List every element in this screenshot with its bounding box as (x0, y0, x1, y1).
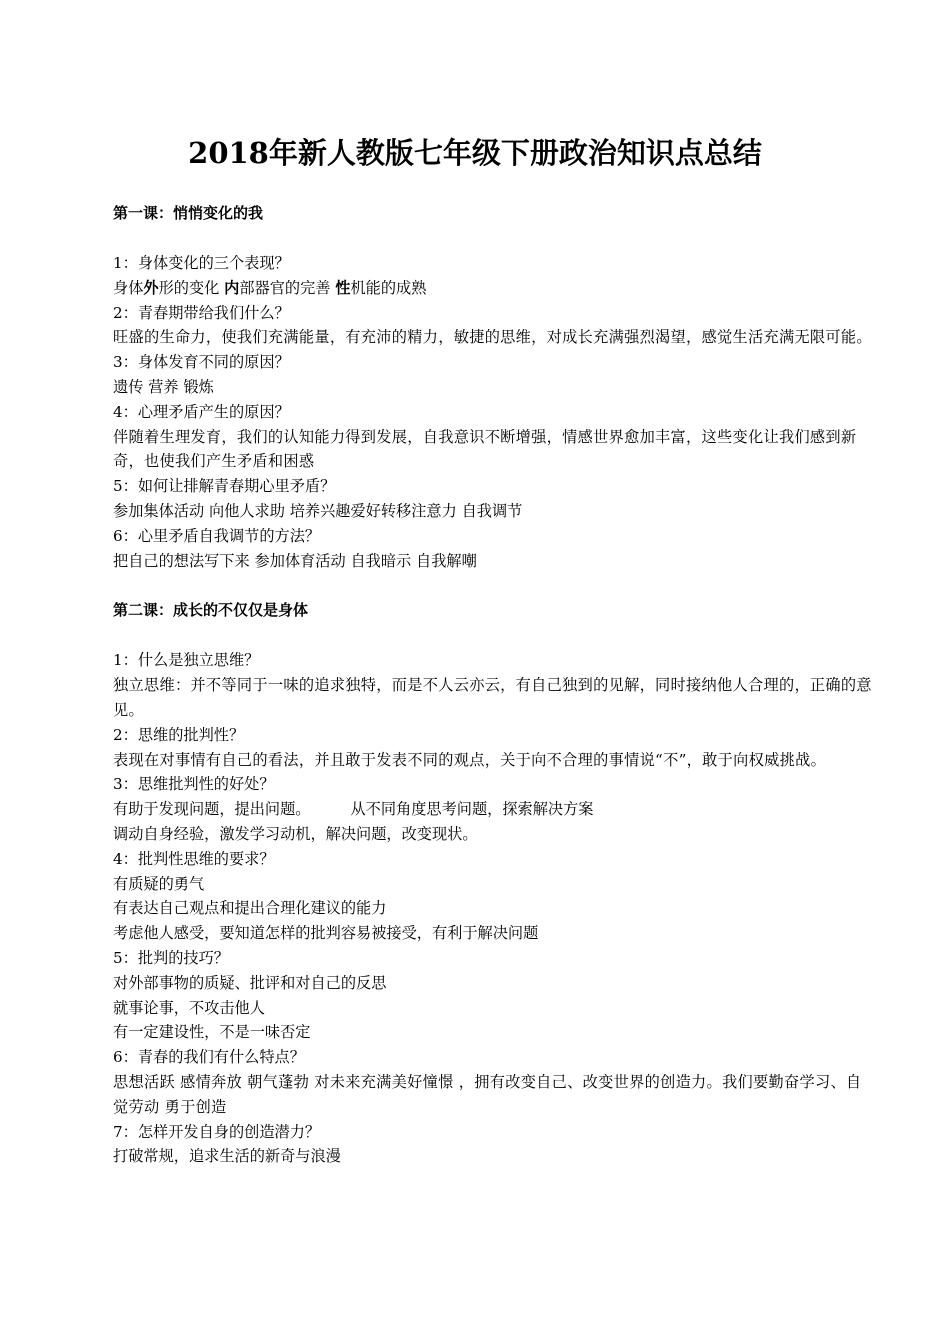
answer-4: 伴随着生理发育，我们的认知能力得到发展，自我意识不断增强，情感世界愈加丰富，这些变化让我们感到新奇，也使我们产生矛盾和困惑 (113, 427, 857, 471)
question-4: 4：批判性思维的要求？ (113, 849, 275, 868)
question-3: 3：身体发育不同的原因？ (113, 353, 290, 372)
question-4: 4：心理矛盾产生的原因？ (113, 402, 290, 421)
question-1: 1：身体变化的三个表现？ (113, 254, 290, 272)
lesson-2-items (113, 648, 873, 1169)
page-title: 2018年新人教版七年级下册政治知识点总结 (188, 136, 762, 170)
answer-4-line-1: 有质疑的勇气 (113, 874, 205, 893)
answer-3-line-1: 有助于发现问题，提出问题。 从不同角度思考问题，探索解决方案 (113, 800, 594, 819)
question-3: 3：思维批判性的好处？ (113, 775, 275, 794)
question-1: 1：什么是独立思维？ (113, 651, 260, 670)
lesson-2 (113, 598, 873, 1169)
answer-6: 思想活跃 感情奔放 朝气蓬勃 对未来充满美好憧憬 ，拥有改变自己、改变世界的创造力。我们要勤奋学习、自觉劳动 勇于创造 (113, 1072, 862, 1116)
question-5: 5：批判的技巧？ (113, 948, 229, 967)
lesson-1-items (113, 251, 873, 573)
answer-3-line-2: 调动自身经验，激发学习动机，解决问题，改变现状。 (113, 824, 478, 843)
answer-4-line-3: 考虑他人感受，要知道怎样的批判容易被接受，有利于解决问题 (113, 924, 539, 943)
question-7: 7：怎样开发自身的创造潜力？ (113, 1122, 321, 1141)
answer-6: 把自己的想法写下来 参加体育活动 自我暗示 自我解嘲 (113, 551, 477, 570)
lesson-1 (113, 201, 873, 573)
answer-1: 身体外形的变化 内部器官的完善 性机能的成熟 (113, 278, 427, 297)
answer-1: 独立思维：并不等同于一味的追求独特，而是不人云亦云，有自己独到的见解，同时接纳他人合理的，正确的意见。 (113, 676, 872, 719)
answer-5-line-2: 就事论事，不攻击他人 (113, 998, 265, 1017)
answer-3: 遗传 营养 锻炼 (113, 377, 214, 396)
answer-2: 旺盛的生命力，使我们充满能量，有充沛的精力，敏捷的思维，对成长充满强烈渴望，感觉生活充满无限可能。 (113, 328, 872, 347)
question-6: 6：心里矛盾自我调节的方法？ (113, 526, 321, 545)
answer-2: 表现在对事情有自己的看法，并且敢于发表不同的观点，关于向不合理的事情说“不”，敢于向权威挑战。 (113, 750, 827, 769)
question-2: 2：思维的批判性？ (113, 725, 245, 744)
question-2: 2：青春期带给我们什么？ (113, 303, 290, 322)
answer-4-line-2: 有表达自己观点和提出合理化建议的能力 (113, 899, 387, 918)
document-body (113, 200, 873, 1169)
lesson-1-heading: 第一课：悄悄变化的我 (113, 204, 264, 222)
lesson-2-heading: 第二课：成长的不仅仅是身体 (113, 601, 309, 620)
answer-5: 参加集体活动 向他人求助 培养兴趣爱好转移注意力 自我调节 (113, 501, 523, 520)
answer-5-line-1: 对外部事物的质疑、批评和对自己的反思 (113, 973, 387, 992)
answer-7: 打破常规，追求生活的新奇与浪漫 (113, 1147, 341, 1166)
question-5: 5：如何让排解青春期心里矛盾？ (113, 477, 336, 496)
answer-5-line-3: 有一定建设性，不是一味否定 (113, 1023, 311, 1042)
question-6: 6：青春的我们有什么特点？ (113, 1048, 305, 1067)
